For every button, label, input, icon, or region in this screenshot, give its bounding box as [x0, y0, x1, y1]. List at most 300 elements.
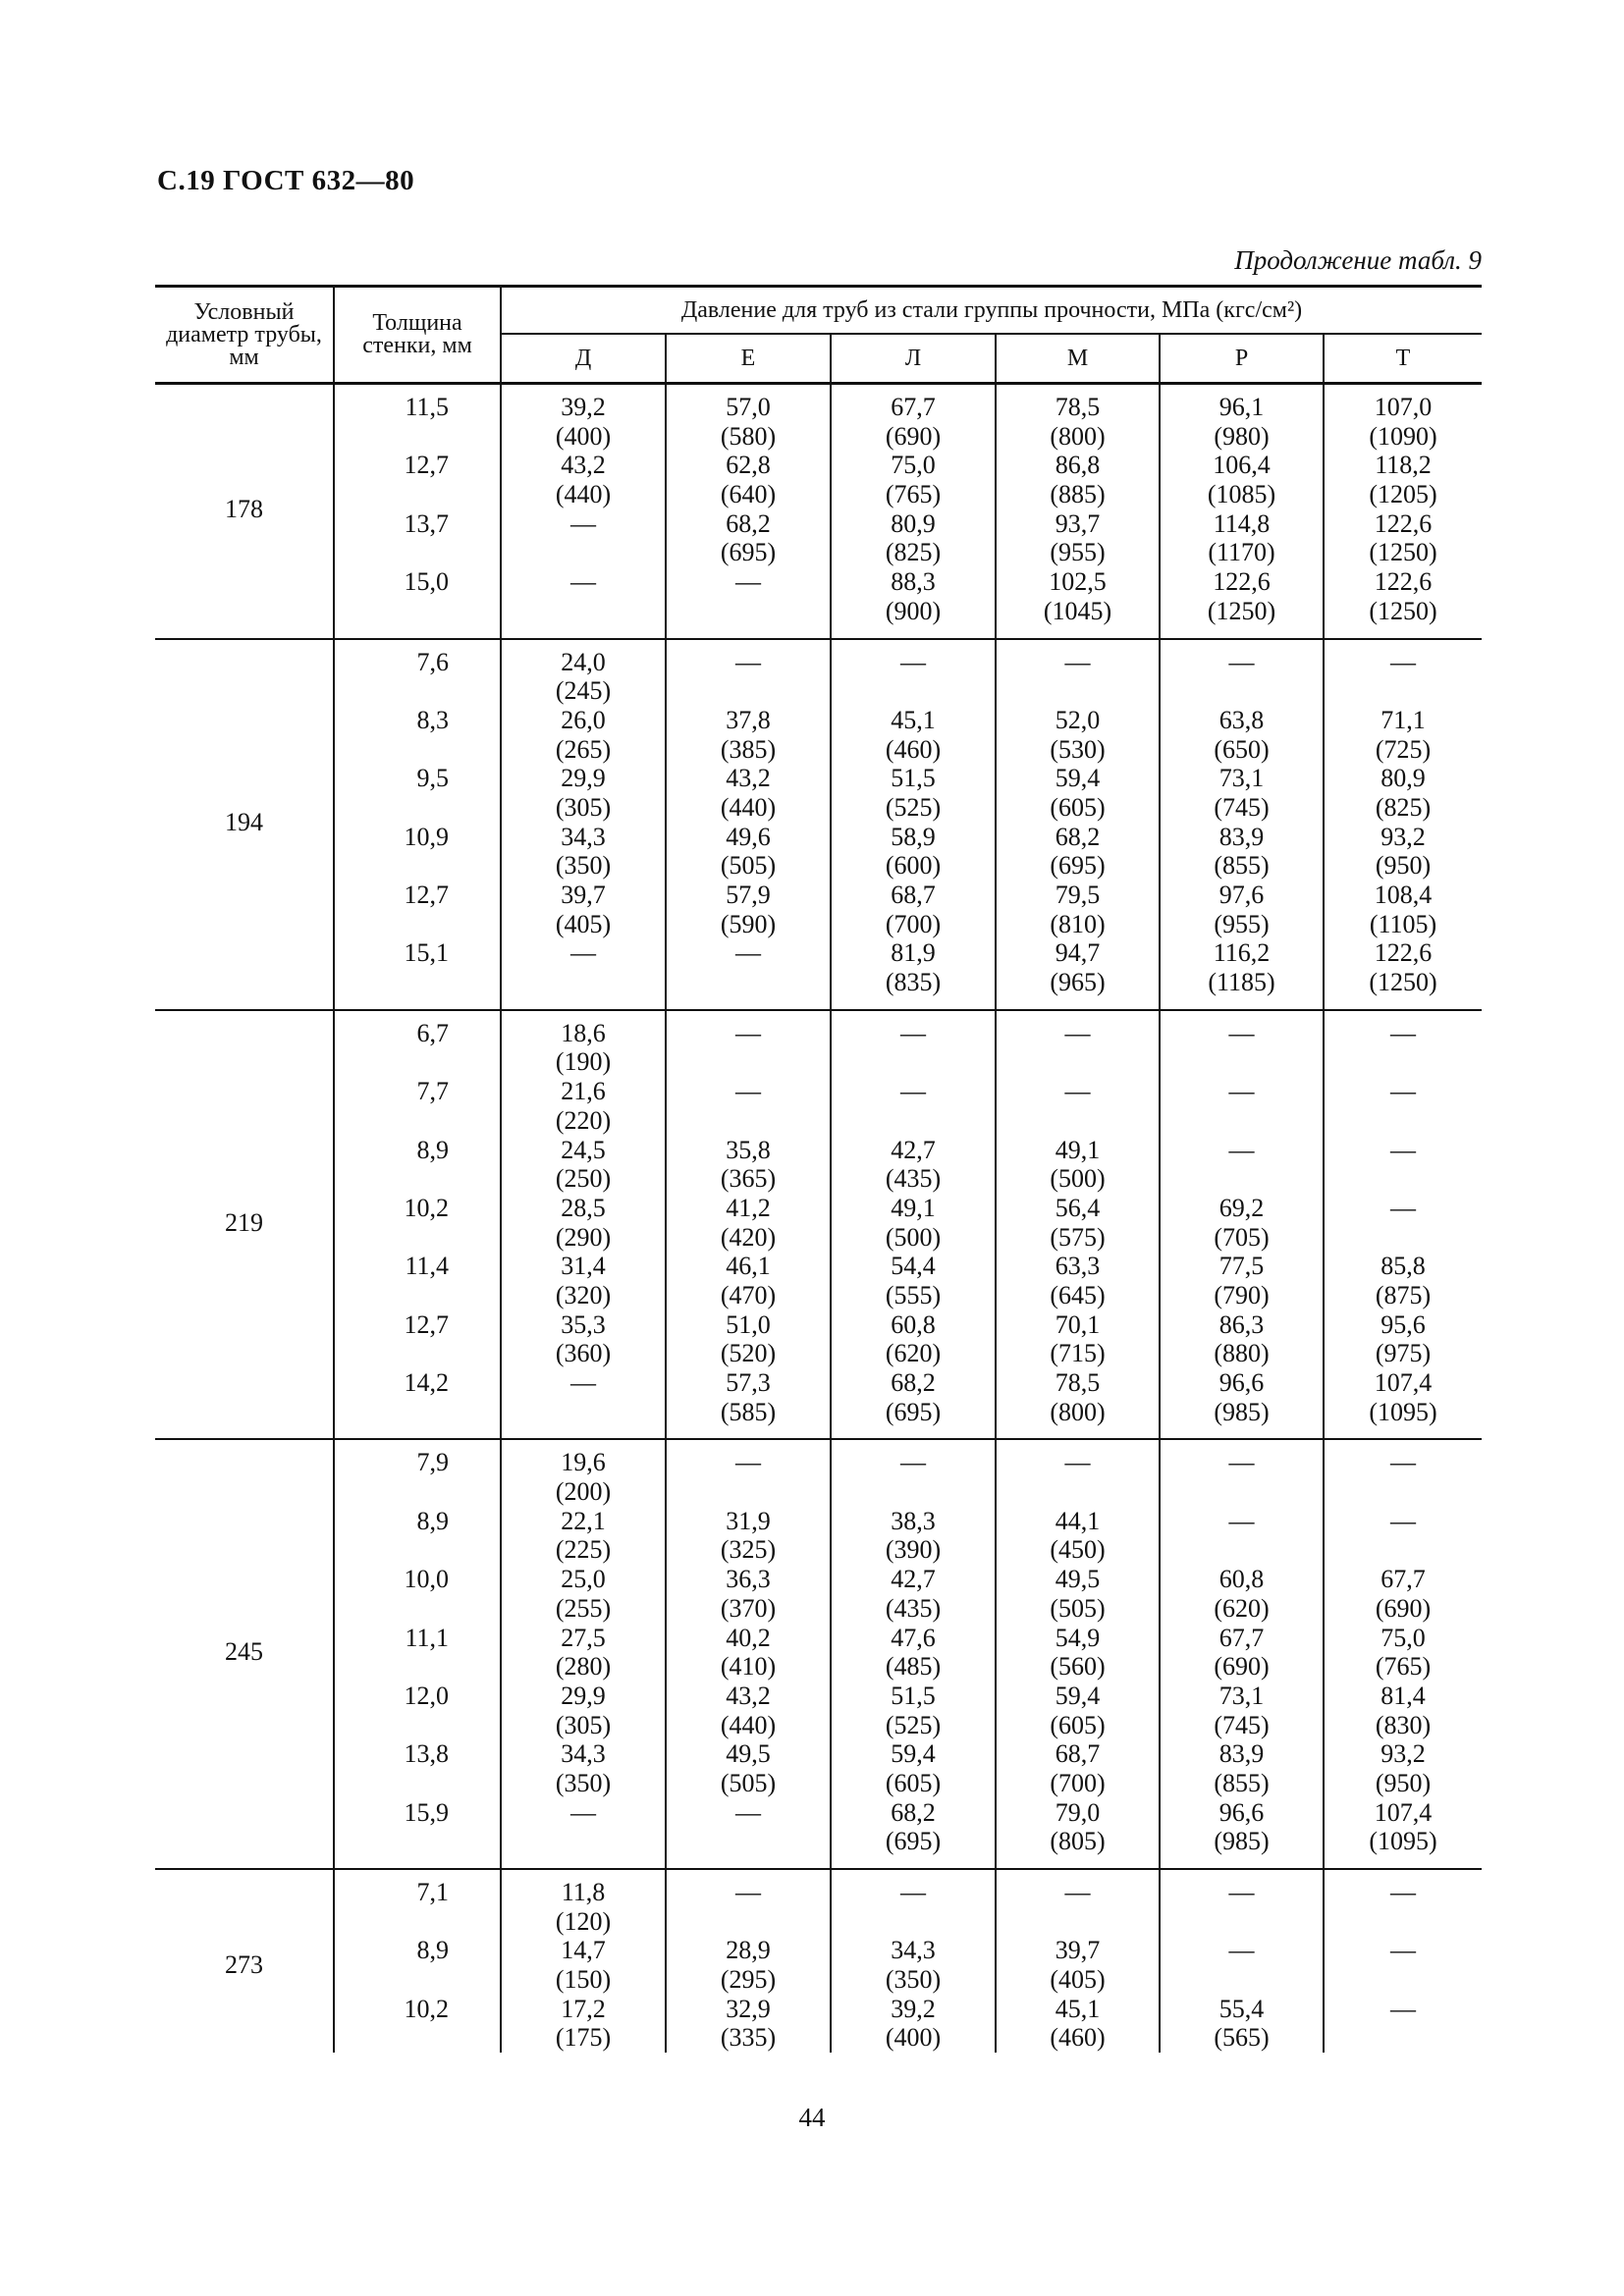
pressure-mpa: — — [900, 1077, 926, 1106]
spacer — [335, 1106, 449, 1136]
pressure-kgf: (590) — [720, 909, 777, 938]
pressure-mpa: 35,3 — [561, 1309, 606, 1339]
pressure-kgf — [667, 1827, 830, 1856]
pressure-mpa: — — [1390, 647, 1416, 676]
pressure-mpa: 75,0 — [891, 451, 936, 480]
pressure-kgf — [832, 1106, 995, 1136]
pressure-mpa: 68,2 — [891, 1368, 936, 1397]
pressure-kgf: (220) — [555, 1105, 612, 1135]
pressure-kgf: (350) — [555, 1768, 612, 1797]
pressure-cell — [831, 1010, 996, 1440]
pressure-kgf: (400) — [885, 2023, 942, 2053]
pressure-mpa: 81,4 — [1380, 1681, 1426, 1710]
thickness-value: 12,7 — [404, 451, 449, 480]
pressure-mpa: 44,1 — [1055, 1506, 1101, 1535]
pressure-mpa: 32,9 — [726, 1994, 771, 2023]
header-row-top — [155, 287, 1482, 335]
pressure-kgf: (855) — [1214, 851, 1270, 881]
pressure-kgf — [1325, 1535, 1482, 1565]
pressure-mpa: 38,3 — [891, 1506, 936, 1535]
pressure-kgf: (350) — [885, 1965, 942, 1995]
pressure-kgf: (885) — [1050, 480, 1106, 509]
pressure-mpa: — — [1390, 1878, 1416, 1906]
pressure-kgf: (695) — [720, 538, 777, 567]
pressure-kgf: (405) — [1050, 1965, 1106, 1995]
pressure-kgf — [1325, 1106, 1482, 1136]
spacer — [335, 1477, 449, 1507]
pressure-mpa: 73,1 — [1218, 764, 1265, 793]
pressure-kgf: (405) — [555, 909, 612, 938]
thickness-cell — [334, 1010, 501, 1440]
pressure-cell — [501, 384, 666, 639]
pressure-mpa: 21,6 — [561, 1077, 606, 1106]
pressure-mpa: — — [1390, 1936, 1416, 1965]
pressure-cell — [501, 639, 666, 1010]
spacer — [335, 1047, 449, 1077]
pressure-cell — [831, 1439, 996, 1869]
pressure-mpa: 81,9 — [891, 938, 936, 968]
thickness-value: 12,0 — [404, 1681, 449, 1710]
pressure-cell — [666, 1439, 831, 1869]
pressure-cell — [831, 384, 996, 639]
pressure-kgf: (525) — [885, 792, 942, 822]
pressure-mpa: 59,4 — [1055, 1681, 1101, 1710]
pressure-mpa: 93,7 — [1055, 508, 1101, 538]
thickness-value: 8,9 — [416, 1936, 449, 1965]
pressure-mpa: 46,1 — [726, 1252, 771, 1281]
pressure-mpa: — — [1390, 1135, 1416, 1164]
pressure-mpa: 39,7 — [561, 881, 606, 909]
spacer — [335, 1965, 449, 1995]
pressure-table — [155, 285, 1482, 2053]
pressure-kgf: (1105) — [1369, 909, 1437, 938]
thickness-value: 11,5 — [405, 393, 449, 421]
pressure-kgf: (225) — [555, 1535, 612, 1565]
diameter-cell: 273 — [225, 1950, 263, 1980]
pressure-mpa: — — [1228, 1936, 1255, 1965]
pressure-mpa: — — [1228, 1135, 1255, 1164]
pressure-table-container — [155, 285, 1482, 2053]
pressure-kgf: (460) — [1050, 2023, 1106, 2053]
pressure-mpa: 78,5 — [1055, 393, 1101, 421]
pressure-mpa: 18,6 — [561, 1018, 606, 1047]
pressure-cell — [1324, 1869, 1482, 2053]
pressure-kgf — [997, 1106, 1159, 1136]
pressure-kgf — [1325, 1164, 1482, 1194]
pressure-mpa: 68,7 — [1055, 1739, 1101, 1769]
pressure-mpa: 27,5 — [561, 1623, 606, 1652]
pressure-mpa: 57,3 — [726, 1368, 771, 1397]
pressure-mpa: 88,3 — [891, 567, 936, 597]
pressure-mpa: 49,1 — [1055, 1135, 1101, 1164]
pressure-mpa: 107,4 — [1374, 1797, 1433, 1827]
pressure-kgf — [1161, 1106, 1323, 1136]
pressure-kgf: (640) — [720, 480, 777, 509]
pressure-mpa: 122,6 — [1213, 567, 1271, 597]
pressure-kgf — [1325, 1965, 1482, 1995]
thickness-value: 7,7 — [416, 1077, 449, 1106]
spacer — [335, 1594, 449, 1624]
thickness-value: 10,2 — [404, 1994, 449, 2023]
pressure-mpa: 24,0 — [561, 647, 606, 676]
pressure-kgf: (505) — [1050, 1593, 1106, 1623]
pressure-kgf — [1325, 1223, 1482, 1253]
diameter-group — [155, 384, 1482, 639]
pressure-kgf: (830) — [1375, 1710, 1432, 1739]
spacer — [335, 1827, 449, 1856]
pressure-cell — [666, 639, 831, 1010]
thickness-value: 10,9 — [404, 822, 449, 851]
thickness-value: 11,4 — [405, 1252, 449, 1281]
pressure-mpa: 49,1 — [891, 1193, 936, 1222]
pressure-mpa: — — [570, 1368, 596, 1397]
pressure-kgf: (440) — [555, 480, 612, 509]
thickness-value: 13,7 — [404, 508, 449, 538]
pressure-mpa: 49,6 — [726, 822, 771, 851]
pressure-mpa: 78,5 — [1055, 1368, 1101, 1397]
pressure-mpa: 85,8 — [1380, 1252, 1426, 1281]
pressure-kgf: (335) — [720, 2023, 777, 2053]
header-grade: Т — [1324, 334, 1482, 384]
pressure-mpa: — — [735, 1878, 761, 1906]
pressure-kgf: (420) — [720, 1222, 777, 1252]
pressure-kgf — [1161, 1535, 1323, 1565]
pressure-mpa: — — [1064, 1077, 1091, 1106]
thickness-value: 13,8 — [404, 1739, 449, 1769]
pressure-kgf: (980) — [1214, 421, 1270, 451]
spacer — [335, 793, 449, 823]
pressure-mpa: 68,2 — [891, 1797, 936, 1827]
pressure-kgf: (1045) — [1043, 596, 1112, 625]
pressure-kgf: (555) — [885, 1280, 942, 1309]
pressure-kgf: (1185) — [1208, 968, 1275, 997]
pressure-kgf: (955) — [1050, 538, 1106, 567]
pressure-mpa: 47,6 — [891, 1623, 936, 1652]
pressure-mpa: — — [1064, 1448, 1091, 1477]
page-header: С.19 ГОСТ 632—80 — [157, 165, 415, 196]
pressure-kgf: (1170) — [1208, 538, 1275, 567]
thickness-value: 7,6 — [416, 647, 449, 676]
pressure-mpa: 59,4 — [891, 1739, 936, 1769]
table-continuation-caption: Продолжение табл. 9 — [1234, 245, 1482, 275]
pressure-kgf: (1090) — [1369, 421, 1437, 451]
spacer — [335, 968, 449, 997]
pressure-mpa: 34,3 — [561, 1739, 606, 1769]
pressure-kgf: (690) — [885, 421, 942, 451]
spacer — [335, 851, 449, 881]
pressure-mpa: 29,9 — [561, 1681, 606, 1710]
pressure-mpa: — — [1064, 1018, 1091, 1047]
pressure-cell — [1160, 1869, 1324, 2053]
pressure-mpa: 107,0 — [1374, 393, 1433, 421]
pressure-mpa: — — [735, 647, 761, 676]
pressure-mpa: — — [1390, 1193, 1416, 1222]
pressure-kgf: (1250) — [1207, 596, 1276, 625]
diameter-group — [155, 1010, 1482, 1440]
pressure-kgf: (985) — [1214, 1827, 1270, 1856]
diameter-group — [155, 1439, 1482, 1869]
pressure-mpa: 36,3 — [726, 1565, 771, 1594]
pressure-mpa: 80,9 — [891, 508, 936, 538]
pressure-kgf — [997, 1907, 1159, 1937]
pressure-mpa: 54,9 — [1055, 1623, 1101, 1652]
pressure-kgf: (520) — [720, 1339, 777, 1368]
pressure-mpa: — — [1390, 1448, 1416, 1477]
pressure-kgf — [502, 968, 665, 997]
pressure-kgf: (645) — [1050, 1280, 1106, 1309]
pressure-mpa: 122,6 — [1374, 938, 1433, 968]
pressure-kgf: (985) — [1214, 1397, 1270, 1426]
pressure-kgf: (485) — [885, 1652, 942, 1682]
pressure-mpa: — — [1390, 1506, 1416, 1535]
pressure-kgf: (400) — [555, 421, 612, 451]
pressure-kgf — [1161, 1477, 1323, 1507]
pressure-mpa: 95,6 — [1380, 1309, 1426, 1339]
pressure-mpa: 45,1 — [1055, 1994, 1101, 2023]
pressure-kgf: (580) — [720, 421, 777, 451]
pressure-mpa: — — [900, 647, 926, 676]
pressure-kgf — [832, 1907, 995, 1937]
pressure-kgf: (435) — [885, 1593, 942, 1623]
pressure-kgf: (835) — [885, 968, 942, 997]
thickness-value: 15,0 — [404, 567, 449, 597]
pressure-kgf: (700) — [1050, 1768, 1106, 1797]
pressure-mpa: 60,8 — [891, 1309, 936, 1339]
pressure-mpa: — — [1228, 1506, 1255, 1535]
pressure-kgf: (305) — [555, 1710, 612, 1739]
pressure-mpa: — — [1390, 1994, 1416, 2023]
pressure-kgf: (560) — [1050, 1652, 1106, 1682]
pressure-kgf: (530) — [1050, 734, 1106, 764]
pressure-kgf — [832, 1477, 995, 1507]
pressure-mpa: 45,1 — [891, 705, 936, 734]
pressure-kgf: (955) — [1214, 909, 1270, 938]
pressure-kgf: (190) — [555, 1047, 612, 1077]
pressure-kgf: (1095) — [1369, 1397, 1437, 1426]
spacer — [335, 538, 449, 567]
pressure-kgf: (120) — [555, 1906, 612, 1936]
pressure-kgf: (350) — [555, 851, 612, 881]
pressure-kgf — [832, 1047, 995, 1077]
pressure-kgf — [667, 1477, 830, 1507]
pressure-mpa: 57,0 — [726, 393, 771, 421]
pressure-kgf: (390) — [885, 1535, 942, 1565]
pressure-cell — [996, 1439, 1160, 1869]
pressure-mpa: 39,2 — [561, 393, 606, 421]
pressure-kgf: (255) — [555, 1593, 612, 1623]
thickness-value: 9,5 — [416, 764, 449, 793]
pressure-kgf: (1250) — [1369, 596, 1437, 625]
pressure-mpa: 79,5 — [1055, 881, 1101, 909]
pressure-mpa: 28,5 — [561, 1193, 606, 1222]
pressure-mpa: 58,9 — [891, 822, 936, 851]
pressure-kgf — [1325, 676, 1482, 706]
pressure-mpa: 86,8 — [1055, 451, 1101, 480]
pressure-mpa: 42,7 — [891, 1135, 936, 1164]
pressure-kgf: (385) — [720, 734, 777, 764]
pressure-mpa: 29,9 — [561, 764, 606, 793]
thickness-value: 10,2 — [404, 1193, 449, 1222]
pressure-kgf — [667, 1106, 830, 1136]
pressure-kgf — [1325, 1047, 1482, 1077]
pressure-kgf: (150) — [555, 1965, 612, 1995]
pressure-mpa: 93,2 — [1380, 1739, 1426, 1769]
diameter-cell: 194 — [155, 639, 334, 1010]
pressure-mpa: 67,7 — [891, 393, 936, 421]
pressure-kgf: (370) — [720, 1593, 777, 1623]
pressure-mpa: 52,0 — [1055, 705, 1101, 734]
pressure-kgf: (440) — [720, 1710, 777, 1739]
pressure-mpa: 97,6 — [1218, 881, 1265, 909]
thickness-value: 7,9 — [416, 1448, 449, 1477]
pressure-kgf: (505) — [720, 851, 777, 881]
pressure-mpa: — — [735, 1448, 761, 1477]
thickness-cell — [334, 639, 501, 1010]
pressure-kgf: (825) — [1375, 792, 1432, 822]
pressure-kgf: (620) — [1214, 1593, 1270, 1623]
pressure-mpa: 86,3 — [1218, 1309, 1265, 1339]
spacer — [335, 422, 449, 452]
page-number: 44 — [798, 2103, 826, 2132]
pressure-kgf: (1085) — [1207, 480, 1276, 509]
pressure-kgf: (360) — [555, 1339, 612, 1368]
pressure-kgf: (305) — [555, 792, 612, 822]
header-grade: Е — [666, 334, 831, 384]
pressure-mpa: 116,2 — [1213, 938, 1271, 968]
pressure-mpa: 22,1 — [561, 1506, 606, 1535]
pressure-mpa: 14,7 — [561, 1936, 606, 1965]
pressure-kgf: (565) — [1214, 2023, 1270, 2053]
spacer — [335, 735, 449, 765]
header-grade: Л — [831, 334, 996, 384]
pressure-cell — [996, 1869, 1160, 2053]
pressure-kgf — [667, 676, 830, 706]
pressure-kgf: (585) — [720, 1397, 777, 1426]
pressure-kgf: (975) — [1375, 1339, 1432, 1368]
pressure-cell — [1160, 1439, 1324, 1869]
pressure-kgf — [1325, 1907, 1482, 1937]
pressure-kgf: (765) — [1375, 1652, 1432, 1682]
pressure-cell — [1324, 639, 1482, 1010]
pressure-kgf: (605) — [1050, 1710, 1106, 1739]
spacer — [335, 676, 449, 706]
pressure-kgf: (695) — [885, 1827, 942, 1856]
spacer — [335, 1769, 449, 1798]
pressure-kgf: (470) — [720, 1280, 777, 1309]
pressure-kgf: (605) — [1050, 792, 1106, 822]
pressure-mpa: 34,3 — [561, 822, 606, 851]
pressure-mpa: — — [735, 567, 761, 597]
pressure-kgf: (1205) — [1369, 480, 1437, 509]
diameter-cell: 245 — [155, 1439, 334, 1869]
pressure-mpa: 59,4 — [1055, 764, 1101, 793]
pressure-cell — [501, 1439, 666, 1869]
pressure-kgf: (765) — [885, 480, 942, 509]
pressure-cell — [666, 384, 831, 639]
pressure-kgf: (575) — [1050, 1222, 1106, 1252]
thickness-value: 12,7 — [404, 1309, 449, 1339]
pressure-kgf: (875) — [1375, 1280, 1432, 1309]
pressure-mpa: 11,8 — [561, 1878, 606, 1906]
pressure-mpa: 51,0 — [726, 1309, 771, 1339]
pressure-kgf — [502, 538, 665, 567]
pressure-kgf: (950) — [1375, 851, 1432, 881]
pressure-kgf — [997, 676, 1159, 706]
pressure-mpa: 77,5 — [1218, 1252, 1265, 1281]
pressure-mpa: 25,0 — [561, 1565, 606, 1594]
thickness-value: 12,7 — [404, 881, 449, 909]
pressure-kgf: (715) — [1050, 1339, 1106, 1368]
pressure-kgf: (250) — [555, 1164, 612, 1194]
pressure-kgf: (690) — [1375, 1593, 1432, 1623]
thickness-value: 8,9 — [416, 1135, 449, 1164]
pressure-mpa: 49,5 — [726, 1739, 771, 1769]
pressure-kgf: (620) — [885, 1339, 942, 1368]
pressure-mpa: 28,9 — [726, 1936, 771, 1965]
pressure-kgf — [1161, 1047, 1323, 1077]
header-pressure: Давление для труб из стали группы прочности, МПа (кгс/см²) — [501, 287, 1482, 335]
thickness-cell — [334, 1869, 501, 2053]
pressure-kgf — [1325, 2023, 1482, 2053]
pressure-mpa: 49,5 — [1055, 1565, 1101, 1594]
pressure-mpa: 63,3 — [1055, 1252, 1101, 1281]
pressure-mpa: 96,1 — [1218, 393, 1265, 421]
pressure-kgf: (705) — [1214, 1222, 1270, 1252]
thickness-value: 14,2 — [404, 1368, 449, 1397]
pressure-kgf: (600) — [885, 851, 942, 881]
pressure-kgf: (1250) — [1369, 538, 1437, 567]
pressure-mpa: 75,0 — [1380, 1623, 1426, 1652]
pressure-mpa: 118,2 — [1375, 451, 1432, 480]
pressure-mpa: — — [735, 1018, 761, 1047]
pressure-mpa: 68,7 — [891, 881, 936, 909]
thickness-value: 6,7 — [416, 1018, 449, 1047]
pressure-mpa: — — [1390, 1077, 1416, 1106]
pressure-mpa: 60,8 — [1218, 1565, 1265, 1594]
pressure-cell — [996, 1010, 1160, 1440]
pressure-mpa: 62,8 — [726, 451, 771, 480]
pressure-kgf: (855) — [1214, 1768, 1270, 1797]
pressure-mpa: 69,2 — [1218, 1193, 1265, 1222]
pressure-kgf: (295) — [720, 1965, 777, 1995]
pressure-mpa: 83,9 — [1218, 1739, 1265, 1769]
pressure-cell — [831, 639, 996, 1010]
pressure-mpa: — — [1228, 1077, 1255, 1106]
pressure-mpa: 80,9 — [1380, 764, 1426, 793]
thickness-value: 8,3 — [416, 705, 449, 734]
pressure-kgf: (265) — [555, 734, 612, 764]
pressure-cell — [501, 1869, 666, 2053]
pressure-mpa: 55,4 — [1218, 1994, 1265, 2023]
pressure-kgf — [667, 1047, 830, 1077]
pressure-mpa: 26,0 — [561, 705, 606, 734]
pressure-kgf: (245) — [555, 676, 612, 706]
pressure-kgf: (200) — [555, 1477, 612, 1507]
pressure-mpa: 54,4 — [891, 1252, 936, 1281]
pressure-kgf: (175) — [555, 2023, 612, 2053]
spacer — [335, 1164, 449, 1194]
table-row — [155, 1869, 1482, 2053]
diameter-group — [155, 639, 1482, 1010]
pressure-kgf: (500) — [1050, 1164, 1106, 1194]
pressure-kgf: (880) — [1214, 1339, 1270, 1368]
pressure-mpa: 31,9 — [726, 1506, 771, 1535]
pressure-kgf: (745) — [1214, 792, 1270, 822]
pressure-mpa: — — [1390, 1018, 1416, 1047]
pressure-mpa: 51,5 — [891, 764, 936, 793]
pressure-mpa: 96,6 — [1218, 1368, 1265, 1397]
pressure-kgf — [502, 1827, 665, 1856]
